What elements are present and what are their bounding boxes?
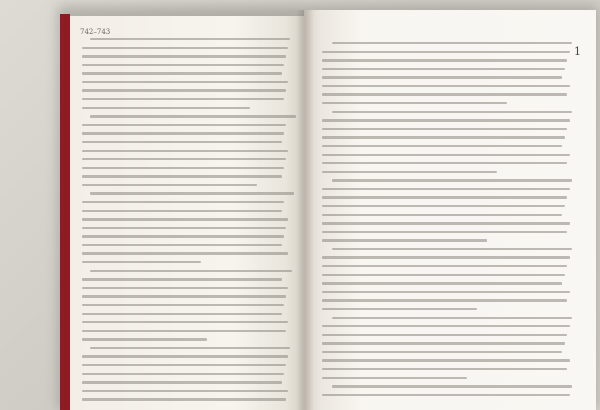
text-line [82, 210, 282, 212]
text-line [322, 93, 567, 95]
text-line [82, 244, 282, 246]
text-line [322, 188, 570, 190]
text-line [82, 184, 257, 186]
text-line [322, 119, 570, 121]
text-line [82, 373, 284, 375]
text-line [322, 76, 562, 78]
text-line [322, 265, 567, 267]
text-line [322, 154, 570, 156]
text-line [322, 377, 467, 379]
left-page-running-head: 742–743 [80, 28, 111, 36]
text-line [82, 364, 286, 366]
text-line [82, 201, 284, 203]
right-page-number: 1 [574, 45, 581, 58]
text-line [322, 299, 567, 301]
text-line [90, 38, 290, 40]
text-line [82, 390, 288, 392]
text-line [332, 111, 572, 113]
text-line [322, 256, 570, 258]
text-line [82, 150, 288, 152]
text-line [82, 72, 282, 74]
text-line [332, 42, 572, 44]
text-line [322, 205, 565, 207]
text-line [82, 89, 286, 91]
text-line [322, 342, 565, 344]
text-line [82, 64, 284, 66]
text-line [82, 227, 286, 229]
text-line [322, 171, 497, 173]
text-line [332, 248, 572, 250]
text-line [322, 394, 570, 396]
text-line [82, 158, 286, 160]
book-cover-edge [60, 14, 70, 410]
text-line [82, 398, 286, 400]
text-line [82, 261, 201, 263]
text-line [82, 218, 288, 220]
text-line [322, 274, 565, 276]
text-line [322, 359, 570, 361]
text-line [322, 291, 570, 293]
text-line [322, 196, 567, 198]
text-line [332, 179, 572, 181]
text-line [332, 385, 572, 387]
text-line [82, 47, 288, 49]
book-gutter [296, 10, 314, 410]
text-line [90, 115, 296, 117]
text-line [322, 222, 570, 224]
text-line [322, 145, 562, 147]
text-line [322, 308, 477, 310]
text-line [82, 55, 286, 57]
text-line [332, 317, 572, 319]
text-line [82, 381, 282, 383]
text-line [82, 107, 250, 109]
text-line [82, 295, 286, 297]
left-page-text-block [82, 38, 290, 407]
text-line [82, 304, 284, 306]
text-line [322, 351, 562, 353]
text-line [322, 282, 562, 284]
text-line [322, 102, 507, 104]
text-line [322, 368, 567, 370]
text-line [90, 192, 294, 194]
text-line [322, 128, 567, 130]
text-line [322, 162, 567, 164]
text-line [90, 347, 290, 349]
right-page-text-block [322, 42, 572, 402]
text-line [82, 338, 207, 340]
text-line [82, 132, 284, 134]
text-line [82, 175, 282, 177]
text-line [82, 124, 286, 126]
text-line [82, 81, 288, 83]
text-line [322, 334, 567, 336]
text-line [322, 51, 570, 53]
text-line [82, 98, 284, 100]
text-line [82, 287, 288, 289]
text-line [322, 325, 570, 327]
text-line [322, 214, 562, 216]
text-line [82, 252, 288, 254]
text-line [322, 85, 570, 87]
text-line [82, 235, 284, 237]
text-line [82, 141, 282, 143]
text-line [322, 59, 567, 61]
text-line [82, 330, 286, 332]
text-line [322, 68, 565, 70]
text-line [322, 239, 487, 241]
text-line [82, 355, 288, 357]
text-line [82, 278, 282, 280]
text-line [82, 313, 282, 315]
text-line [322, 231, 567, 233]
text-line [82, 167, 284, 169]
text-line [82, 321, 288, 323]
text-line [90, 270, 292, 272]
text-line [322, 136, 565, 138]
